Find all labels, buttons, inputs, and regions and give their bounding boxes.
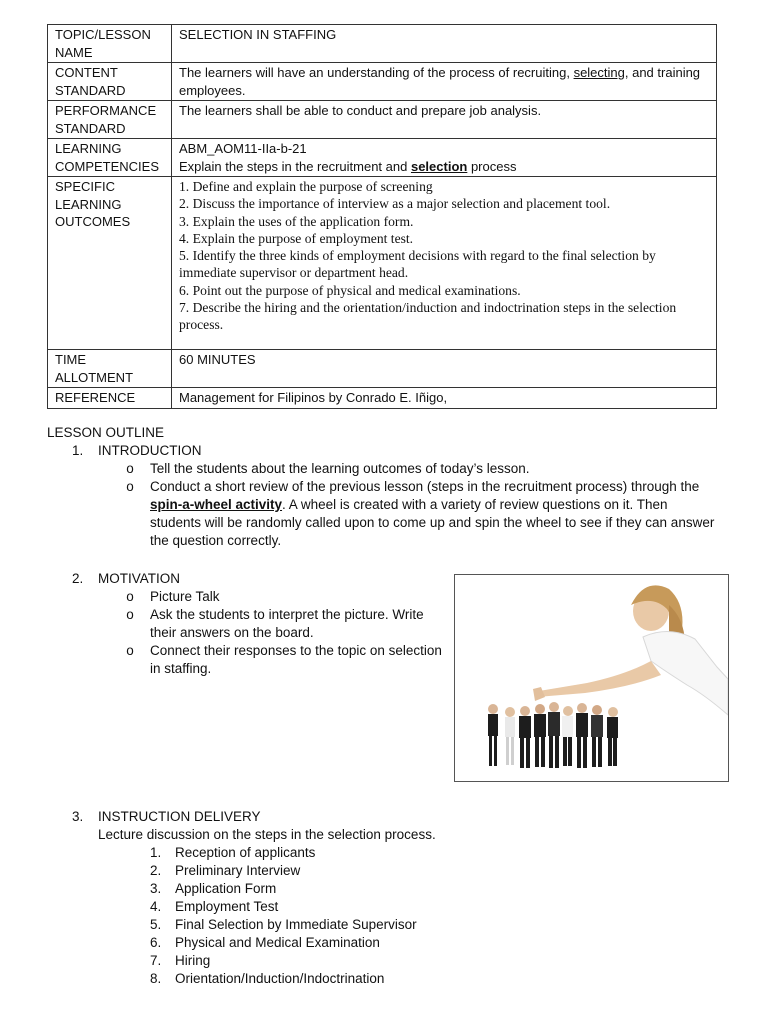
- underlined-text: spin-a-wheel activity: [150, 497, 283, 512]
- section-instruction-delivery: [72, 808, 722, 988]
- table-row: [48, 350, 717, 388]
- table-row: [48, 25, 717, 63]
- list-item: [150, 862, 722, 880]
- section-title: [72, 570, 452, 588]
- list-item: [120, 460, 722, 478]
- section-number: 2.: [72, 571, 84, 586]
- competency-code: ABM_AOM11-IIa-b-21: [179, 141, 307, 156]
- reference-value: Management for Filipinos by Conrado E. Iñigo,: [172, 388, 717, 409]
- performance-standard-value: The learners shall be able to conduct and prepare job analysis.: [172, 101, 717, 139]
- list-item: [150, 952, 722, 970]
- step-text: Preliminary Interview: [175, 863, 301, 878]
- bullet-icon: o: [126, 461, 134, 476]
- section-title-text: MOTIVATION: [98, 571, 180, 586]
- list-item: [150, 970, 722, 988]
- table-row: [48, 63, 717, 101]
- list-item: [150, 844, 722, 862]
- bullet-text: Connect their responses to the topic on selection in staffing.: [150, 643, 442, 676]
- step-number: 4.: [150, 899, 162, 914]
- bullet-icon: o: [126, 643, 134, 658]
- table-row: [48, 388, 717, 409]
- step-text: Orientation/Induction/Indoctrination: [175, 971, 385, 986]
- row-label: REFERENCE: [48, 388, 172, 409]
- bullet-list: [120, 588, 452, 678]
- step-number: 3.: [150, 881, 162, 896]
- step-number: 8.: [150, 971, 162, 986]
- bullet-icon: o: [126, 479, 134, 494]
- list-item: [150, 898, 722, 916]
- outcome-item: 5. Identify the three kinds of employment decisions with regard to the final selection by immediate supervisor or department head.: [179, 248, 656, 281]
- underlined-text: selection: [410, 158, 468, 174]
- underlined-text: selecting: [573, 65, 625, 80]
- bullet-icon: o: [126, 589, 134, 604]
- lesson-outline-heading: LESSON OUTLINE: [47, 425, 165, 440]
- text-segment: process: [467, 158, 517, 174]
- bullet-text: Tell the students about the learning outcomes of today’s lesson.: [150, 461, 530, 476]
- bullet-text: Ask the students to interpret the picture. Write their answers on the board.: [150, 607, 424, 640]
- list-item: [120, 478, 722, 550]
- bullet-icon: o: [126, 607, 134, 622]
- list-item: [120, 606, 452, 642]
- learning-outcomes-value: [172, 177, 717, 350]
- section-title: [72, 442, 722, 460]
- topic-value: SELECTION IN STAFFING: [172, 25, 717, 63]
- section-intro: Lecture discussion on the steps in the selection process.: [98, 827, 436, 842]
- section-motivation: [72, 570, 452, 678]
- table-row: [48, 101, 717, 139]
- step-number: 2.: [150, 863, 162, 878]
- bullet-text: Picture Talk: [150, 589, 220, 604]
- row-label: LEARNING COMPETENCIES: [48, 139, 172, 177]
- text-segment: , and training employees.: [179, 65, 701, 98]
- step-text: Physical and Medical Examination: [175, 935, 380, 950]
- row-label: CONTENT STANDARD: [48, 63, 172, 101]
- section-introduction: [72, 442, 722, 550]
- content-standard-value: [172, 63, 717, 101]
- row-label: TOPIC/LESSON NAME: [48, 25, 172, 63]
- competency-text: [179, 158, 710, 176]
- section-title-text: INSTRUCTION DELIVERY: [98, 809, 261, 824]
- list-item: [150, 916, 722, 934]
- section-number: 3.: [72, 809, 84, 824]
- section-title-text: INTRODUCTION: [98, 443, 202, 458]
- table-row: [48, 177, 717, 350]
- outcome-item: 2. Discuss the importance of interview as a major selection and placement tool.: [179, 196, 611, 212]
- section-number: 1.: [72, 443, 84, 458]
- bullet-text: . A wheel is created with a variety of review questions on it. Then students will be randomly called upon to come up and spin the wheel to see if they can answer the question correctly.: [150, 497, 715, 548]
- row-label: PERFORMANCE STANDARD: [48, 101, 172, 139]
- row-label: SPECIFIC LEARNING OUTCOMES: [48, 177, 172, 350]
- text-segment: Explain the steps in the recruitment and: [179, 158, 411, 174]
- section-title: [72, 808, 722, 826]
- outcome-item: 3. Explain the uses of the application form.: [179, 213, 414, 229]
- competencies-value: [172, 139, 717, 177]
- lesson-info-table: [47, 24, 717, 409]
- step-number: 1.: [150, 845, 162, 860]
- step-number: 6.: [150, 935, 162, 950]
- step-text: Reception of applicants: [175, 845, 316, 860]
- list-item: [120, 642, 452, 678]
- step-text: Employment Test: [175, 899, 279, 914]
- bullet-list: [120, 460, 722, 550]
- business-people-illustration: [455, 575, 728, 781]
- people-group: [488, 702, 618, 768]
- selection-steps-list: [150, 844, 722, 988]
- outcome-item: 4. Explain the purpose of employment test.: [179, 230, 414, 246]
- text-segment: The learners will have an understanding of the process of recruiting,: [179, 65, 574, 80]
- step-number: 5.: [150, 917, 162, 932]
- bullet-text: Conduct a short review of the previous lesson (steps in the recruitment process) through the: [150, 479, 700, 494]
- motivation-picture: [454, 574, 729, 782]
- outcome-item: 1. Define and explain the purpose of screening: [179, 179, 433, 194]
- outcome-item: 7. Describe the hiring and the orientation/induction and indoctrination steps in the selection process.: [179, 300, 677, 333]
- step-text: Final Selection by Immediate Supervisor: [175, 917, 417, 932]
- list-item: [120, 588, 452, 606]
- row-label: TIME ALLOTMENT: [48, 350, 172, 388]
- step-text: Application Form: [175, 881, 277, 896]
- list-item: [150, 934, 722, 952]
- step-text: Hiring: [175, 953, 211, 968]
- step-number: 7.: [150, 953, 162, 968]
- table-row: [48, 139, 717, 177]
- outcome-item: 6. Point out the purpose of physical and medical examinations.: [179, 282, 521, 298]
- time-allotment-value: 60 MINUTES: [172, 350, 717, 388]
- list-item: [150, 880, 722, 898]
